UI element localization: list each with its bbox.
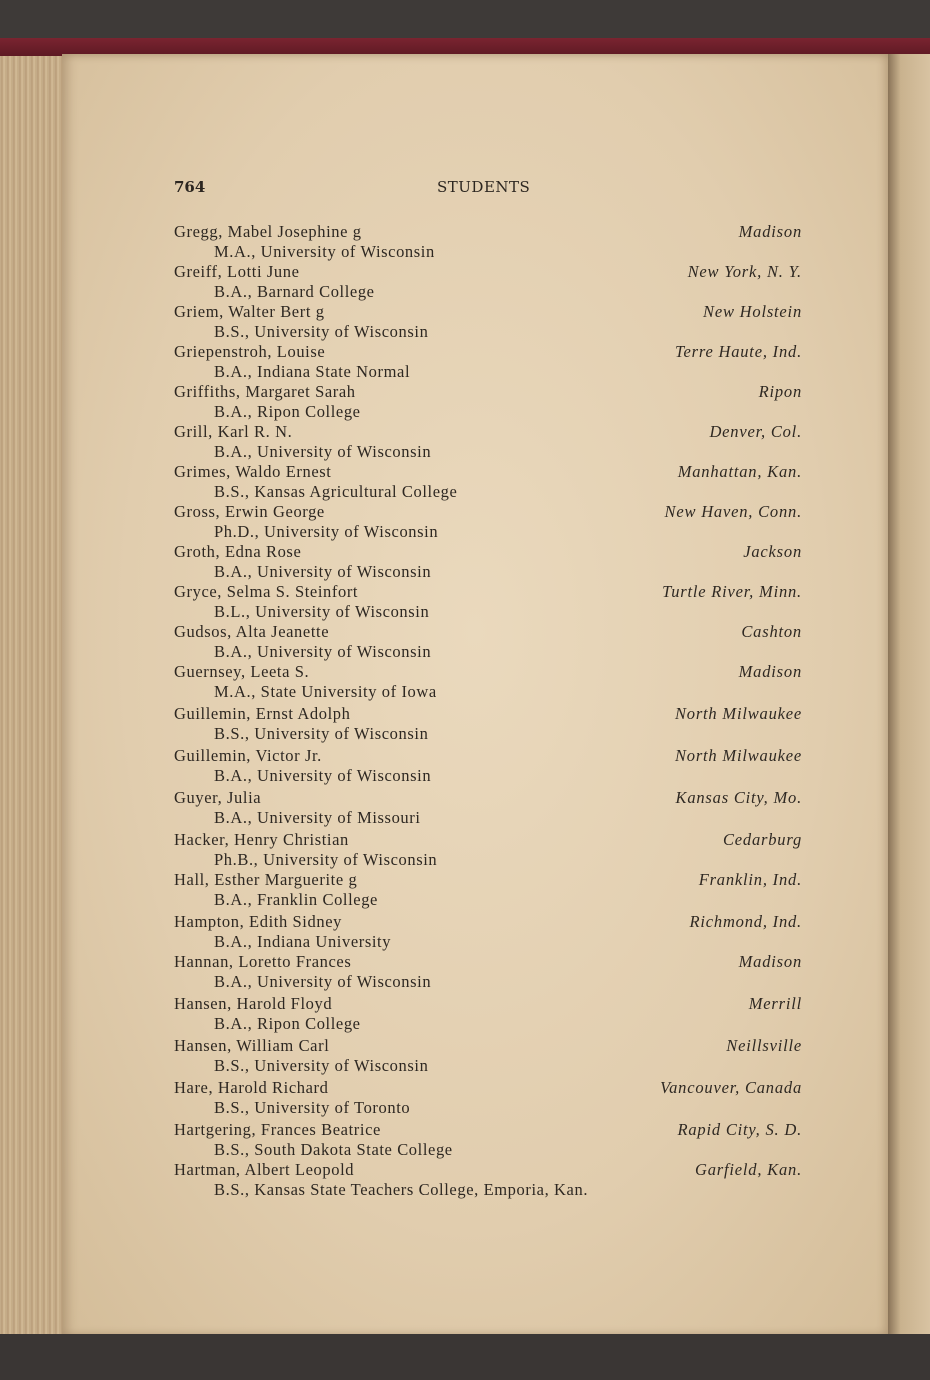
entry-place: Rapid City, S. D. — [677, 1120, 802, 1139]
entry-name: Hare, Harold Richard — [174, 1078, 329, 1097]
entry-place: Jackson — [743, 542, 802, 561]
entry-name: Gudsos, Alta Jeanette — [174, 622, 330, 641]
entry-degree: B.A., Ripon College — [214, 1014, 361, 1033]
entry-degree: B.A., Franklin College — [214, 890, 378, 909]
entry-name: Grimes, Waldo Ernest — [174, 462, 332, 481]
entry-name: Guillemin, Ernst Adolph — [174, 704, 351, 723]
entry-place: North Milwaukee — [674, 746, 802, 765]
entry-place: Merrill — [748, 994, 802, 1013]
entry-degree: B.A., University of Wisconsin — [214, 442, 432, 461]
entry-degree: B.A., Ripon College — [214, 402, 361, 421]
entry-degree: B.S., University of Wisconsin — [214, 724, 429, 743]
entry-degree: B.S., University of Wisconsin — [214, 1056, 429, 1075]
entry-place: Cashton — [741, 622, 802, 641]
entry-name: Guillemin, Victor Jr. — [174, 746, 322, 765]
entry-name: Griem, Walter Bert g — [174, 302, 325, 321]
entry-place: Manhattan, Kan. — [677, 462, 802, 481]
entry-degree: M.A., University of Wisconsin — [214, 242, 435, 261]
page-number: 764 — [174, 178, 206, 196]
entry-degree: B.A., Indiana University — [214, 932, 392, 951]
entry-place: New Haven, Conn. — [664, 502, 802, 521]
entry-place: Cedarburg — [722, 830, 802, 849]
entry-degree: B.S., South Dakota State College — [214, 1140, 453, 1159]
entry-name: Hannan, Loretto Frances — [174, 952, 352, 971]
entry-name: Hansen, William Carl — [174, 1036, 330, 1055]
entry-name: Hartman, Albert Leopold — [174, 1160, 355, 1179]
entry-place: Turtle River, Minn. — [662, 582, 802, 601]
entry-place: Vancouver, Canada — [660, 1078, 802, 1097]
running-head: STUDENTS — [437, 178, 531, 196]
entry-place: Franklin, Ind. — [698, 870, 802, 889]
entry-degree: B.A., Barnard College — [214, 282, 375, 301]
entry-degree: B.A., Indiana State Normal — [214, 362, 411, 381]
entry-place: Madison — [738, 222, 802, 241]
entry-degree: B.L., University of Wisconsin — [214, 602, 430, 621]
entry-name: Guyer, Julia — [174, 788, 262, 807]
entry-name: Hartgering, Frances Beatrice — [174, 1120, 381, 1139]
entry-place: Garfield, Kan. — [695, 1160, 802, 1179]
entry-degree: B.A., University of Wisconsin — [214, 766, 432, 785]
entry-degree: B.A., University of Wisconsin — [214, 642, 432, 661]
entry-place: Madison — [738, 952, 802, 971]
entry-name: Grill, Karl R. N. — [174, 422, 293, 441]
entry-name: Gross, Erwin George — [174, 502, 325, 521]
entry-degree: B.S., University of Toronto — [214, 1098, 411, 1117]
entry-place: North Milwaukee — [674, 704, 802, 723]
entry-name: Griffiths, Margaret Sarah — [174, 382, 356, 401]
entry-name: Hampton, Edith Sidney — [174, 912, 342, 931]
entry-place: Neillsville — [726, 1036, 802, 1055]
entry-name: Guernsey, Leeta S. — [174, 662, 310, 681]
entry-name: Hansen, Harold Floyd — [174, 994, 333, 1013]
entry-name: Greiff, Lotti June — [174, 262, 300, 281]
entry-place: Madison — [738, 662, 802, 681]
entry-degree: B.S., Kansas Agricultural College — [214, 482, 458, 501]
entry-place: Denver, Col. — [709, 422, 802, 441]
entry-degree: B.S., Kansas State Teachers College, Emporia, Kan. — [214, 1180, 589, 1199]
entry-degree: B.A., University of Missouri — [214, 808, 421, 827]
entry-place: Kansas City, Mo. — [675, 788, 802, 807]
entry-name: Gryce, Selma S. Steinfort — [174, 582, 359, 601]
entry-degree: Ph.D., University of Wisconsin — [214, 522, 439, 541]
entry-place: New York, N. Y. — [687, 262, 802, 281]
entry-name: Hacker, Henry Christian — [174, 830, 349, 849]
entry-degree: B.A., University of Wisconsin — [214, 562, 432, 581]
entry-place: Terre Haute, Ind. — [675, 342, 802, 361]
entry-place: New Holstein — [703, 302, 802, 321]
entry-degree: B.S., University of Wisconsin — [214, 322, 429, 341]
entry-name: Hall, Esther Marguerite g — [174, 870, 358, 889]
entry-place: Ripon — [758, 382, 802, 401]
entry-degree: Ph.B., University of Wisconsin — [214, 850, 438, 869]
entry-name: Gregg, Mabel Josephine g — [174, 222, 362, 241]
entry-name: Groth, Edna Rose — [174, 542, 302, 561]
entry-place: Richmond, Ind. — [689, 912, 802, 931]
entry-degree: B.A., University of Wisconsin — [214, 972, 432, 991]
entry-degree: M.A., State University of Iowa — [214, 682, 437, 701]
entry-name: Griepenstroh, Louise — [174, 342, 326, 361]
